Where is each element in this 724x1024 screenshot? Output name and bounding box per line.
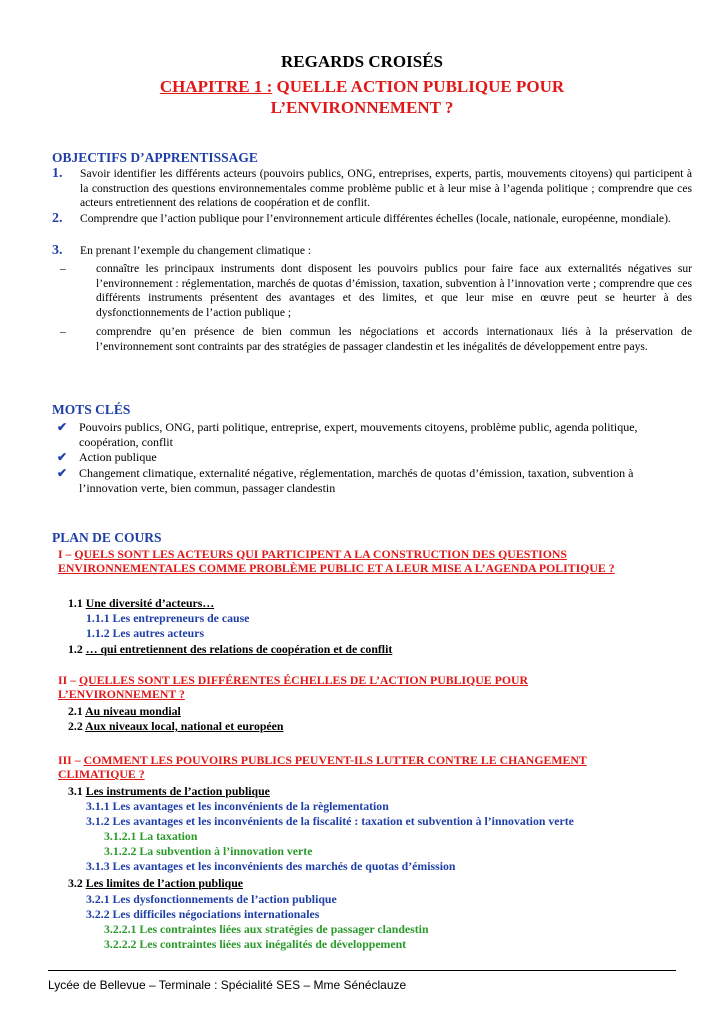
section-number: 1.2 — [68, 642, 83, 656]
plan-section-1-1-1: 1.1.1 Les entrepreneurs de cause — [86, 611, 250, 625]
section-number: 1.1 — [68, 596, 83, 610]
objective-subitem-2 — [60, 325, 692, 354]
part-title: QUELS SONT LES ACTEURS QUI PARTICIPENT A LA CONSTRUCTION DES QUESTIONS ENVIRONNEMENTALES COMME PROBLÈME PUBLIC ET A LEUR MISE A L’AGENDA POLITIQUE ? — [58, 547, 615, 575]
part-title: QUELLES SONT LES DIFFÉRENTES ÉCHELLES DE L’ACTION PUBLIQUE POUR L’ENVIRONNEMENT ? — [58, 673, 529, 701]
keyword-item-3 — [57, 466, 657, 496]
section-title: Les limites de l’action publique — [85, 876, 244, 890]
plan-section-2-1 — [68, 704, 181, 718]
plan-section-3-1-1: 3.1.1 Les avantages et les inconvénients de la règlementation — [86, 799, 389, 813]
keyword-text: Changement climatique, externalité négative, réglementation, marchés de quotas d’émission, taxation, subvention à l’innovation verte, bien commun, passager clandestin — [79, 466, 634, 495]
keywords-heading: MOTS CLÉS — [52, 402, 131, 417]
plan-section-3-2-1: 3.2.1 Les dysfonctionnements de l’action publique — [86, 892, 337, 906]
plan-section-3-2-2-2: 3.2.2.2 Les contraintes liées aux inégalités de développement — [104, 937, 407, 951]
plan-section-3-1-2-1: 3.1.2.1 La taxation — [104, 829, 198, 843]
plan-section-2-2 — [68, 719, 283, 733]
keyword-text: Pouvoirs publics, ONG, parti politique, entreprise, expert, mouvements citoyens, problème public, agenda politique, coopération, conflit — [79, 420, 638, 449]
document-title: REGARDS CROISÉS — [280, 52, 443, 71]
plan-section-3-2-2: 3.2.2 Les difficiles négociations internationales — [86, 907, 320, 921]
objective-number: 3. — [52, 243, 63, 258]
plan-part-2 — [58, 673, 618, 701]
plan-heading: PLAN DE COURS — [52, 530, 162, 545]
objective-item-2 — [52, 212, 692, 227]
subitem-text: comprendre qu’en présence de bien commun les négociations et accords internationaux liés à la préservation de l’environnement sont contraints par des stratégies de passager clandestin et les inégalités de développement entre pays. — [96, 325, 692, 353]
part-number: I – — [58, 547, 75, 561]
section-number: 2.1 — [68, 704, 83, 718]
plan-section-1-2 — [68, 642, 392, 656]
section-number: 2.2 — [68, 719, 83, 733]
objective-number: 2. — [52, 211, 63, 226]
objective-item-3 — [52, 244, 692, 259]
plan-section-1-1-2: 1.1.2 Les autres acteurs — [86, 626, 205, 640]
section-number: 3.2 — [68, 876, 83, 890]
plan-part-1 — [58, 547, 618, 575]
section-title: … qui entretiennent des relations de coopération et de conflit — [85, 642, 393, 656]
objective-text: Savoir identifier les différents acteurs (pouvoirs publics, ONG, entreprises, experts, partis, mouvements citoyens) qui participent à la construction des questions environnementales comme problème public et à leur mise à l’agenda politique ; comprendre que ces acteurs entretiennent des relations de coopération et de conflit. — [80, 167, 692, 209]
section-title: Une diversité d’acteurs… — [85, 596, 215, 610]
chapter-heading — [0, 76, 724, 118]
plan-section-1-1 — [68, 596, 214, 610]
footer-divider — [48, 970, 676, 971]
plan-section-3-1 — [68, 784, 270, 798]
objective-number: 1. — [52, 166, 63, 181]
section-title: Au niveau mondial — [85, 704, 181, 718]
dash-bullet: – — [60, 325, 66, 338]
keyword-item-2 — [57, 450, 657, 465]
section-title: Les instruments de l’action publique — [85, 784, 270, 798]
chapter-title-line2: L’ENVIRONNEMENT ? — [270, 98, 454, 117]
plan-section-3-1-2-2: 3.1.2.2 La subvention à l’innovation verte — [104, 844, 313, 858]
section-number: 3.1 — [68, 784, 83, 798]
check-icon: ✔ — [57, 466, 68, 480]
objective-text: En prenant l’exemple du changement climatique : — [80, 244, 312, 257]
part-number: II – — [58, 673, 79, 687]
objectives-heading: OBJECTIFS D’APPRENTISSAGE — [52, 150, 258, 165]
objective-item-1 — [52, 167, 692, 211]
part-title: COMMENT LES POUVOIRS PUBLICS PEUVENT-ILS LUTTER CONTRE LE CHANGEMENT CLIMATIQUE ? — [58, 753, 587, 781]
subitem-text: connaître les principaux instruments dont disposent les pouvoirs publics pour faire face aux externalités négatives sur l’environnement : réglementation, marchés de quotas d’émission, taxation, subvention à l’innovation verte ; comprendre que ces différents instruments présentent des avantages et des limites, et que leur mise en œuvre peut se heurter à des dysfonctionnements de l’action publique ; — [96, 262, 692, 319]
part-number: III – — [58, 753, 84, 767]
keyword-item-1 — [57, 420, 657, 450]
plan-section-3-1-3: 3.1.3 Les avantages et les inconvénients des marchés de quotas d’émission — [86, 859, 456, 873]
check-icon: ✔ — [57, 420, 68, 434]
objective-text: Comprendre que l’action publique pour l’environnement articule différentes échelles (locale, nationale, européenne, mondiale). — [80, 212, 671, 225]
check-icon: ✔ — [57, 450, 68, 464]
plan-part-3 — [58, 753, 618, 781]
plan-section-3-1-2: 3.1.2 Les avantages et les inconvénients de la fiscalité : taxation et subvention à l’innovation verte — [86, 814, 574, 828]
chapter-title-line1: QUELLE ACTION PUBLIQUE POUR — [276, 77, 565, 96]
plan-section-3-2-2-1: 3.2.2.1 Les contraintes liées aux stratégies de passager clandestin — [104, 922, 429, 936]
section-title: Aux niveaux local, national et européen — [85, 719, 284, 733]
dash-bullet: – — [60, 262, 66, 275]
footer-text: Lycée de Bellevue – Terminale : Spécialité SES – Mme Sénéclauze — [48, 978, 407, 992]
keyword-text: Action publique — [79, 450, 157, 464]
chapter-label: CHAPITRE 1 : — [159, 77, 273, 96]
plan-section-3-2 — [68, 876, 243, 890]
objective-subitem-1 — [60, 262, 692, 320]
